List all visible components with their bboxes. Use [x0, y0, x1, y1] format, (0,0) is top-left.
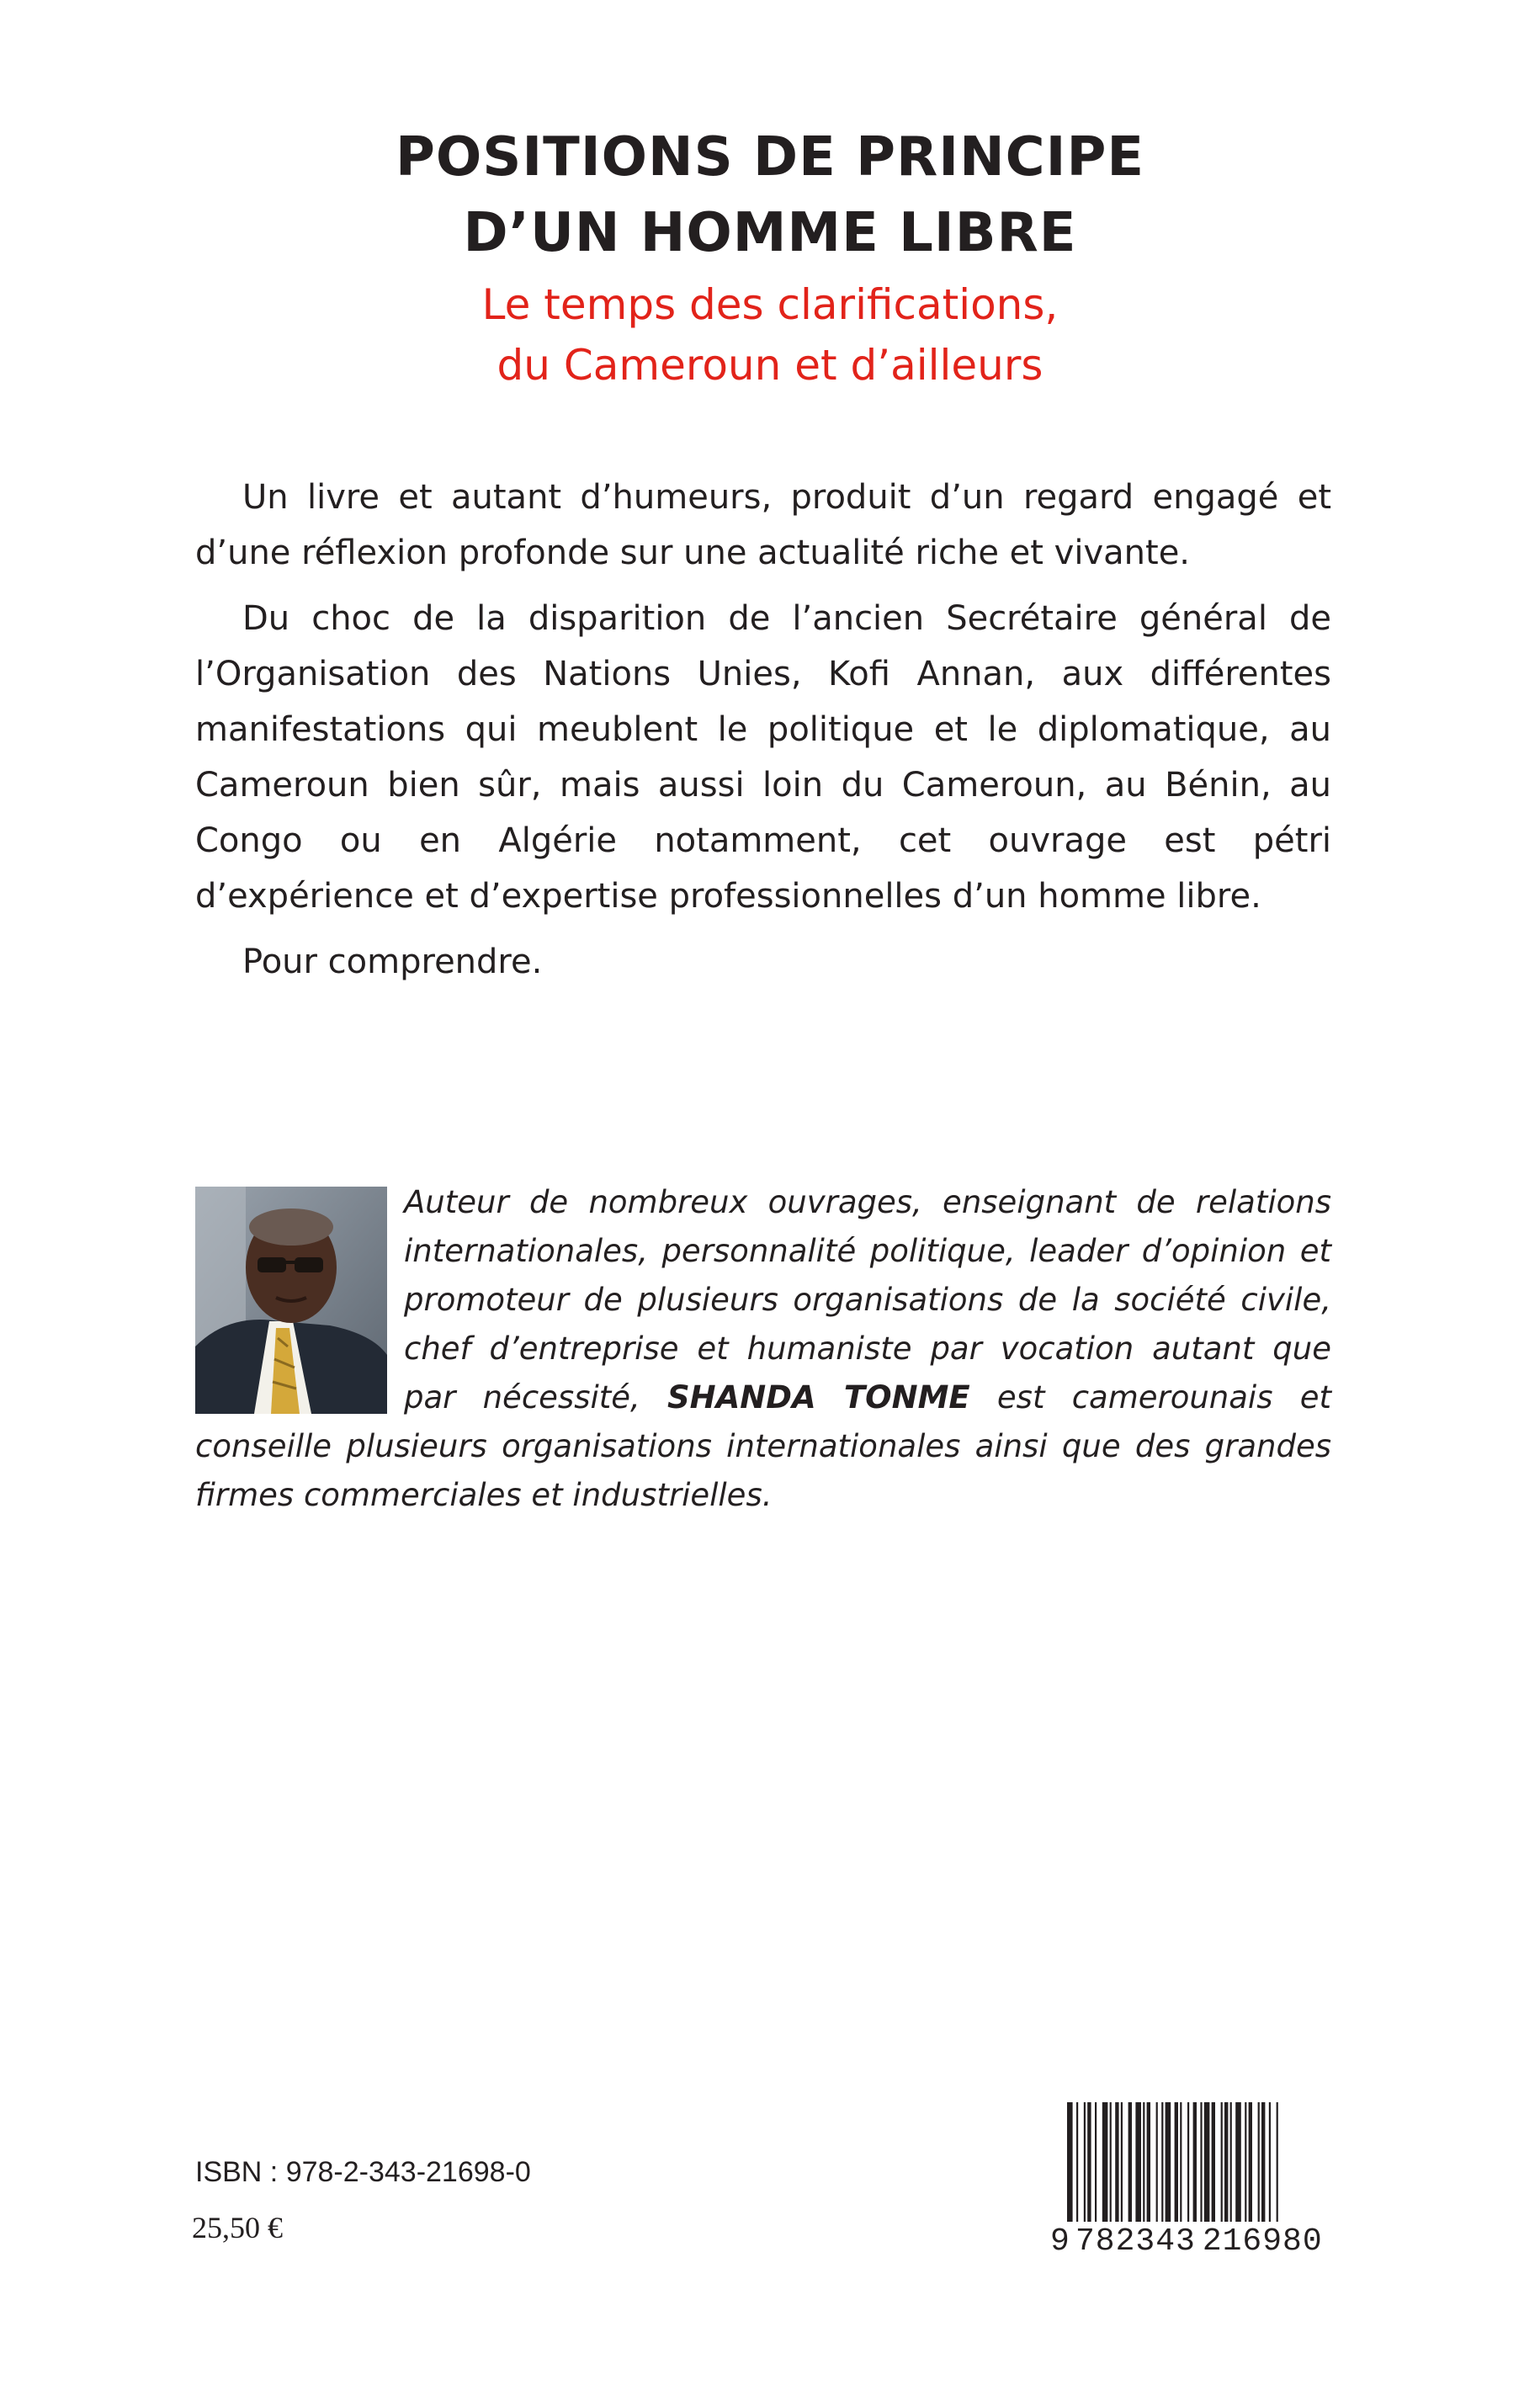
barcode-bar	[1110, 2102, 1112, 2228]
barcode-first-digit: 9	[1050, 2222, 1069, 2262]
barcode-bar	[1115, 2102, 1118, 2228]
barcode-bar	[1187, 2102, 1189, 2228]
barcode-digits	[1050, 2222, 1345, 2262]
blurb	[195, 470, 1331, 1000]
barcode-bar	[1147, 2102, 1150, 2228]
barcode-bar	[1269, 2102, 1271, 2228]
blurb-paragraph: Un livre et autant d’humeurs, produit d’un regard engagé et d’une réflexion profonde sur une actualité riche et vivante.	[195, 478, 1331, 572]
barcode-bar	[1200, 2102, 1202, 2228]
book-title-line-2: D’UN HOMME LIBRE	[463, 202, 1077, 264]
barcode-bar	[1235, 2102, 1241, 2228]
blurb-paragraph: Pour comprendre.	[242, 943, 543, 981]
barcode-bar	[1143, 2102, 1144, 2228]
barcode-bar	[1095, 2102, 1097, 2228]
barcode-group-2: 216980	[1203, 2222, 1323, 2262]
barcode-bar	[1258, 2102, 1260, 2228]
barcode-bar	[1166, 2102, 1171, 2228]
barcode-bar	[1249, 2102, 1252, 2228]
isbn: ISBN : 978-2-343-21698-0	[195, 2156, 531, 2188]
author-bio	[195, 1178, 1331, 1520]
book-subtitle-line-2: du Cameroun et d’ailleurs	[497, 341, 1043, 390]
author-bio-text: Auteur de nombreux ouvrages, enseignant de relations internationales, personnalité politique, leader d’opinion et promoteur de plusieurs organisations de la société civile, chef d’entreprise et humaniste par vocation autant que par nécessité,	[404, 1184, 1331, 1416]
barcode-bar	[1161, 2102, 1163, 2228]
barcode-bar	[1204, 2102, 1210, 2228]
book-title-line-1: POSITIONS DE PRINCIPE	[395, 126, 1145, 189]
barcode-bar	[1245, 2102, 1246, 2228]
barcode-bar	[1224, 2102, 1228, 2228]
barcode-bar	[1193, 2102, 1197, 2228]
barcode-bar	[1084, 2102, 1086, 2228]
barcode-bar	[1212, 2102, 1215, 2228]
barcode-bar	[1230, 2102, 1232, 2228]
price: 25,50 €	[192, 2211, 283, 2244]
barcode-bar	[1087, 2102, 1091, 2228]
author-bio-text-end: est camerounais et conseille plusieurs organisations internationales ainsi que des grandes firmes commerciales et industrielles.	[195, 1379, 1331, 1513]
barcode-group-1: 782343	[1075, 2222, 1196, 2262]
barcode-bar	[1102, 2102, 1108, 2228]
blurb-paragraph: Du choc de la disparition de l’ancien Secrétaire général de l’Organisation des Nations Unies, Kofi Annan, aux différentes manifestations qui meublent le politique et le diplomatique, au Cameroun bien sûr, mais aussi loin du Cameroun, au Bénin, au Congo ou en Algérie notamment, cet ouvrage est pétri d’expérience et d’expertise professionnelles d’un homme libre.	[195, 599, 1331, 916]
author-name: SHANDA TONME	[667, 1379, 970, 1416]
barcode-bar	[1128, 2102, 1132, 2228]
barcode-bar	[1121, 2102, 1123, 2228]
book-subtitle-line-1: Le temps des clarifications,	[481, 280, 1059, 329]
author-photo	[195, 1187, 387, 1414]
barcode-bar	[1135, 2102, 1141, 2228]
barcode-bar	[1261, 2102, 1265, 2228]
barcode-bar	[1221, 2102, 1223, 2228]
barcode-bar	[1156, 2102, 1158, 2228]
